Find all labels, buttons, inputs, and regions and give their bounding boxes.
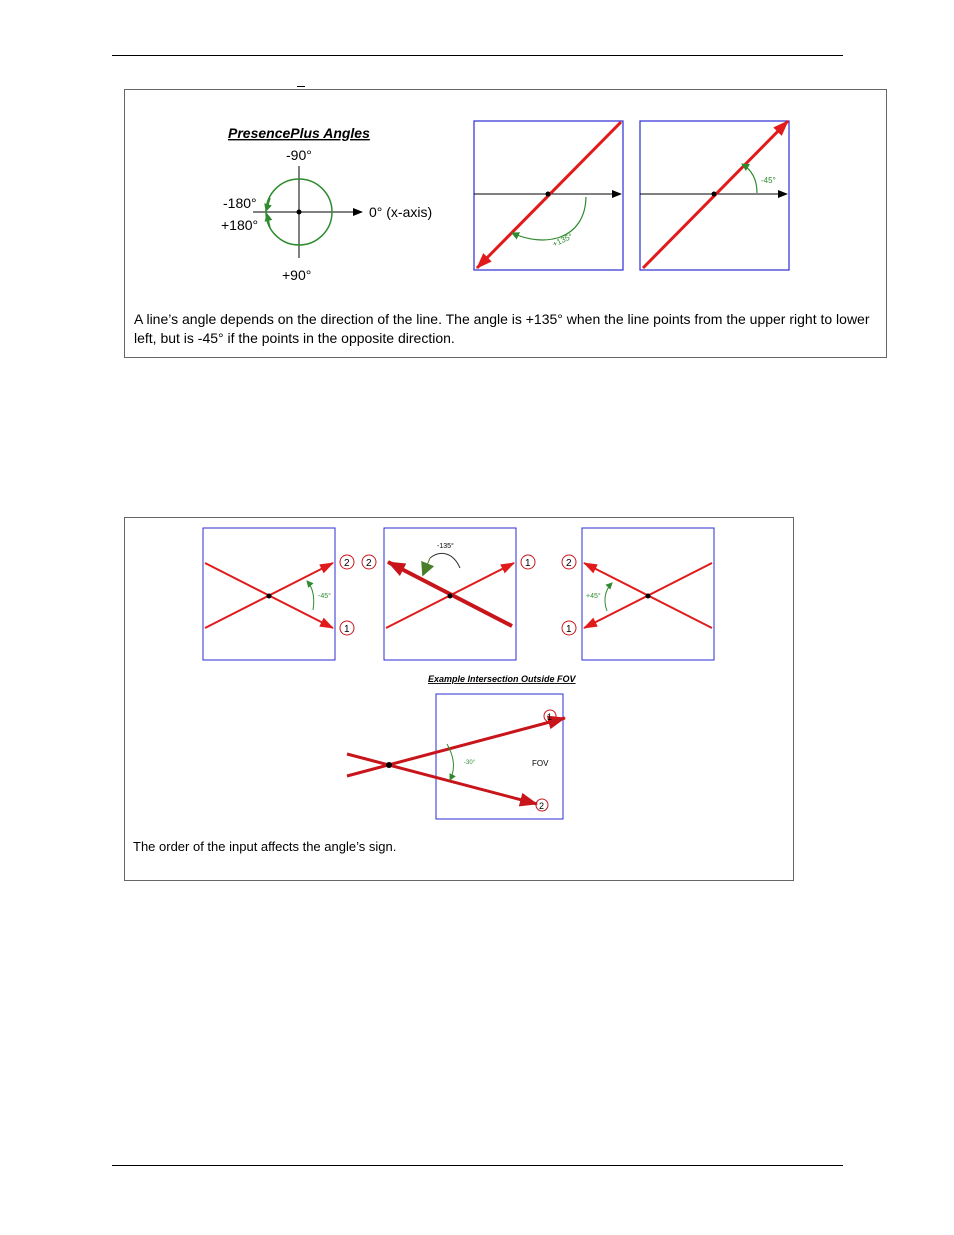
input-order-diagram <box>125 518 793 880</box>
svg-text:1: 1 <box>547 712 553 722</box>
label-plus-90: +90° <box>282 267 312 283</box>
label-minus-180: -180° <box>223 195 257 211</box>
marker-2-icon <box>340 555 354 569</box>
panel-minus-135-order <box>384 528 516 660</box>
marker-1-icon <box>562 621 576 635</box>
svg-text:2: 2 <box>539 801 545 811</box>
header-rule <box>112 55 843 56</box>
panel-minus-45-order <box>203 528 335 660</box>
footer-rule <box>112 1165 843 1166</box>
label-plus-135: +135° <box>551 231 575 249</box>
figure1-caption: A line’s angle depends on the direction of the line. The angle is +135° when the line points from the upper right to lower left, but is -45° if the points in the opposite direction. <box>134 311 870 346</box>
label-minus-45: -45° <box>761 176 776 185</box>
panel-plus-135 <box>474 121 623 270</box>
label-fov: FOV <box>532 759 549 768</box>
label-zero-x-axis: 0° (x-axis) <box>369 204 433 220</box>
marker-2-icon <box>562 555 576 569</box>
svg-text:2: 2 <box>366 558 372 569</box>
svg-text:1: 1 <box>344 624 350 635</box>
svg-text:1: 1 <box>525 558 531 569</box>
marker-2-icon <box>362 555 376 569</box>
label-minus-90: -90° <box>286 147 312 163</box>
panel-plus-45-order <box>582 528 714 660</box>
label-plus-180: +180° <box>221 217 259 233</box>
panel-minus-45 <box>640 121 789 270</box>
marker-1-icon <box>521 555 535 569</box>
svg-text:2: 2 <box>566 558 572 569</box>
label-panel3-angle: +45° <box>586 593 601 600</box>
figure-presenceplus-angles <box>124 89 887 358</box>
figure-input-order <box>124 517 794 881</box>
angles-title: PresencePlus Angles <box>228 125 370 141</box>
label-panel2-angle: -135° <box>437 543 454 550</box>
label-fov-angle: -30° <box>464 760 476 766</box>
fov-title: Example Intersection Outside FOV <box>428 674 576 684</box>
origin-dot <box>297 210 302 215</box>
marker-1-icon <box>340 621 354 635</box>
label-panel1-angle: -45° <box>318 593 331 600</box>
header-mark <box>297 86 305 87</box>
svg-text:1: 1 <box>566 624 572 635</box>
figure2-caption: The order of the input affects the angle’s sign. <box>133 839 397 854</box>
svg-text:2: 2 <box>344 558 350 569</box>
fov-example <box>347 694 565 819</box>
